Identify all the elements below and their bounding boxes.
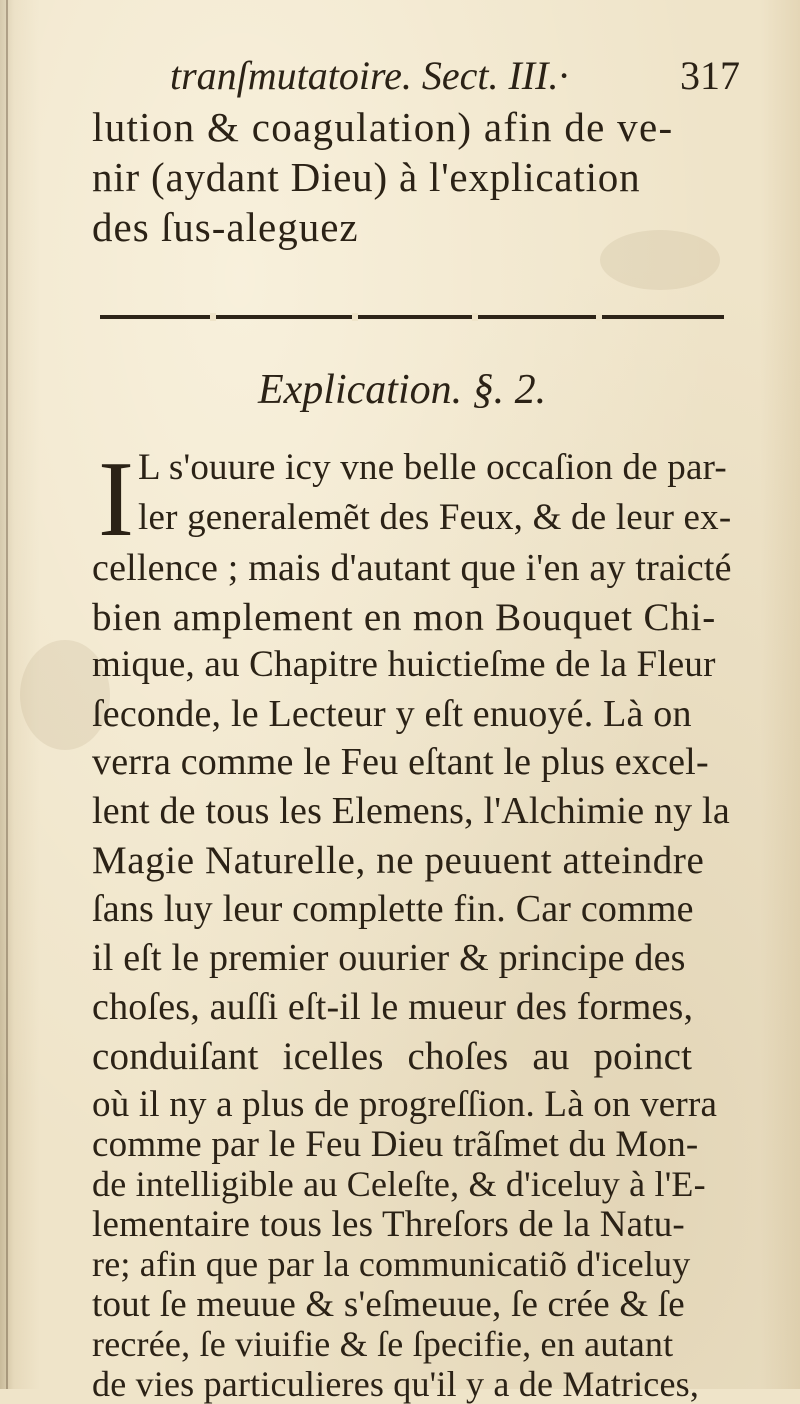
- binding-gutter: [6, 0, 8, 1389]
- drop-cap: I: [98, 440, 134, 559]
- text-line: ſeconde, le Lecteur y eſt enuoyé. Là on: [92, 693, 692, 735]
- text-line: conduiſant icelles choſes au poinct: [92, 1035, 693, 1078]
- text-line: ler generalemẽt des Feux, & de leur ex-: [138, 497, 732, 538]
- text-line: comme par le Feu Dieu trãſmet du Mon-: [92, 1124, 699, 1165]
- text-line: des ſus-aleguez: [92, 204, 359, 250]
- text-line: il eſt le premier ouurier & principe des: [92, 937, 686, 979]
- text-line: tout ſe meuue & s'eſmeuue, ſe crée & ſe: [92, 1284, 685, 1325]
- running-head-title: tranſmutatoire. Sect. III.·: [170, 53, 569, 98]
- text-line: re; afin que par la communicatiõ d'iceluy: [92, 1244, 691, 1284]
- text-line: verra comme le Feu eſtant le plus excel-: [92, 741, 709, 783]
- paper-stain: [600, 230, 720, 290]
- rule-break: [210, 313, 216, 321]
- text-line: de intelligible au Celeſte, & d'iceluy à l'E-: [92, 1164, 706, 1204]
- text-line: Magie Naturelle, ne peuuent atteindre: [92, 839, 705, 882]
- text-line: ſans luy leur complette fin. Car comme: [92, 888, 694, 930]
- text-line: de vies particulieres qu'il y a de Matrices,: [92, 1364, 700, 1404]
- page-number: 317: [680, 53, 740, 98]
- text-line: L s'ouure icy vne belle occaſion de par-: [138, 447, 727, 488]
- text-line: nir (aydant Dieu) à l'explication: [92, 154, 641, 200]
- rule-break: [472, 313, 478, 321]
- text-line: cellence ; mais d'autant que i'en ay traicté: [92, 547, 732, 589]
- text-line: lent de tous les Elemens, l'Alchimie ny la: [92, 790, 730, 832]
- text-line: lementaire tous les Threſors de la Natu-: [92, 1204, 685, 1245]
- text-line: lution & coagulation) afin de ve-: [92, 104, 674, 150]
- text-line: mique, au Chapitre huictieſme de la Fleur: [92, 644, 716, 685]
- text-line: bien amplement en mon Bouquet Chi-: [92, 596, 717, 639]
- text-line: choſes, auſſi eſt-il le mueur des formes,: [92, 986, 694, 1028]
- rule-break: [352, 313, 358, 321]
- rule-break: [596, 313, 602, 321]
- text-line: recrée, ſe viuifie & ſe ſpecifie, en autant: [92, 1324, 674, 1364]
- running-head: [170, 52, 770, 102]
- section-heading: Explication. §. 2.: [258, 367, 547, 413]
- text-line: où il ny a plus de progreſſion. Là on verra: [92, 1084, 718, 1125]
- section-divider-rule: [100, 315, 724, 319]
